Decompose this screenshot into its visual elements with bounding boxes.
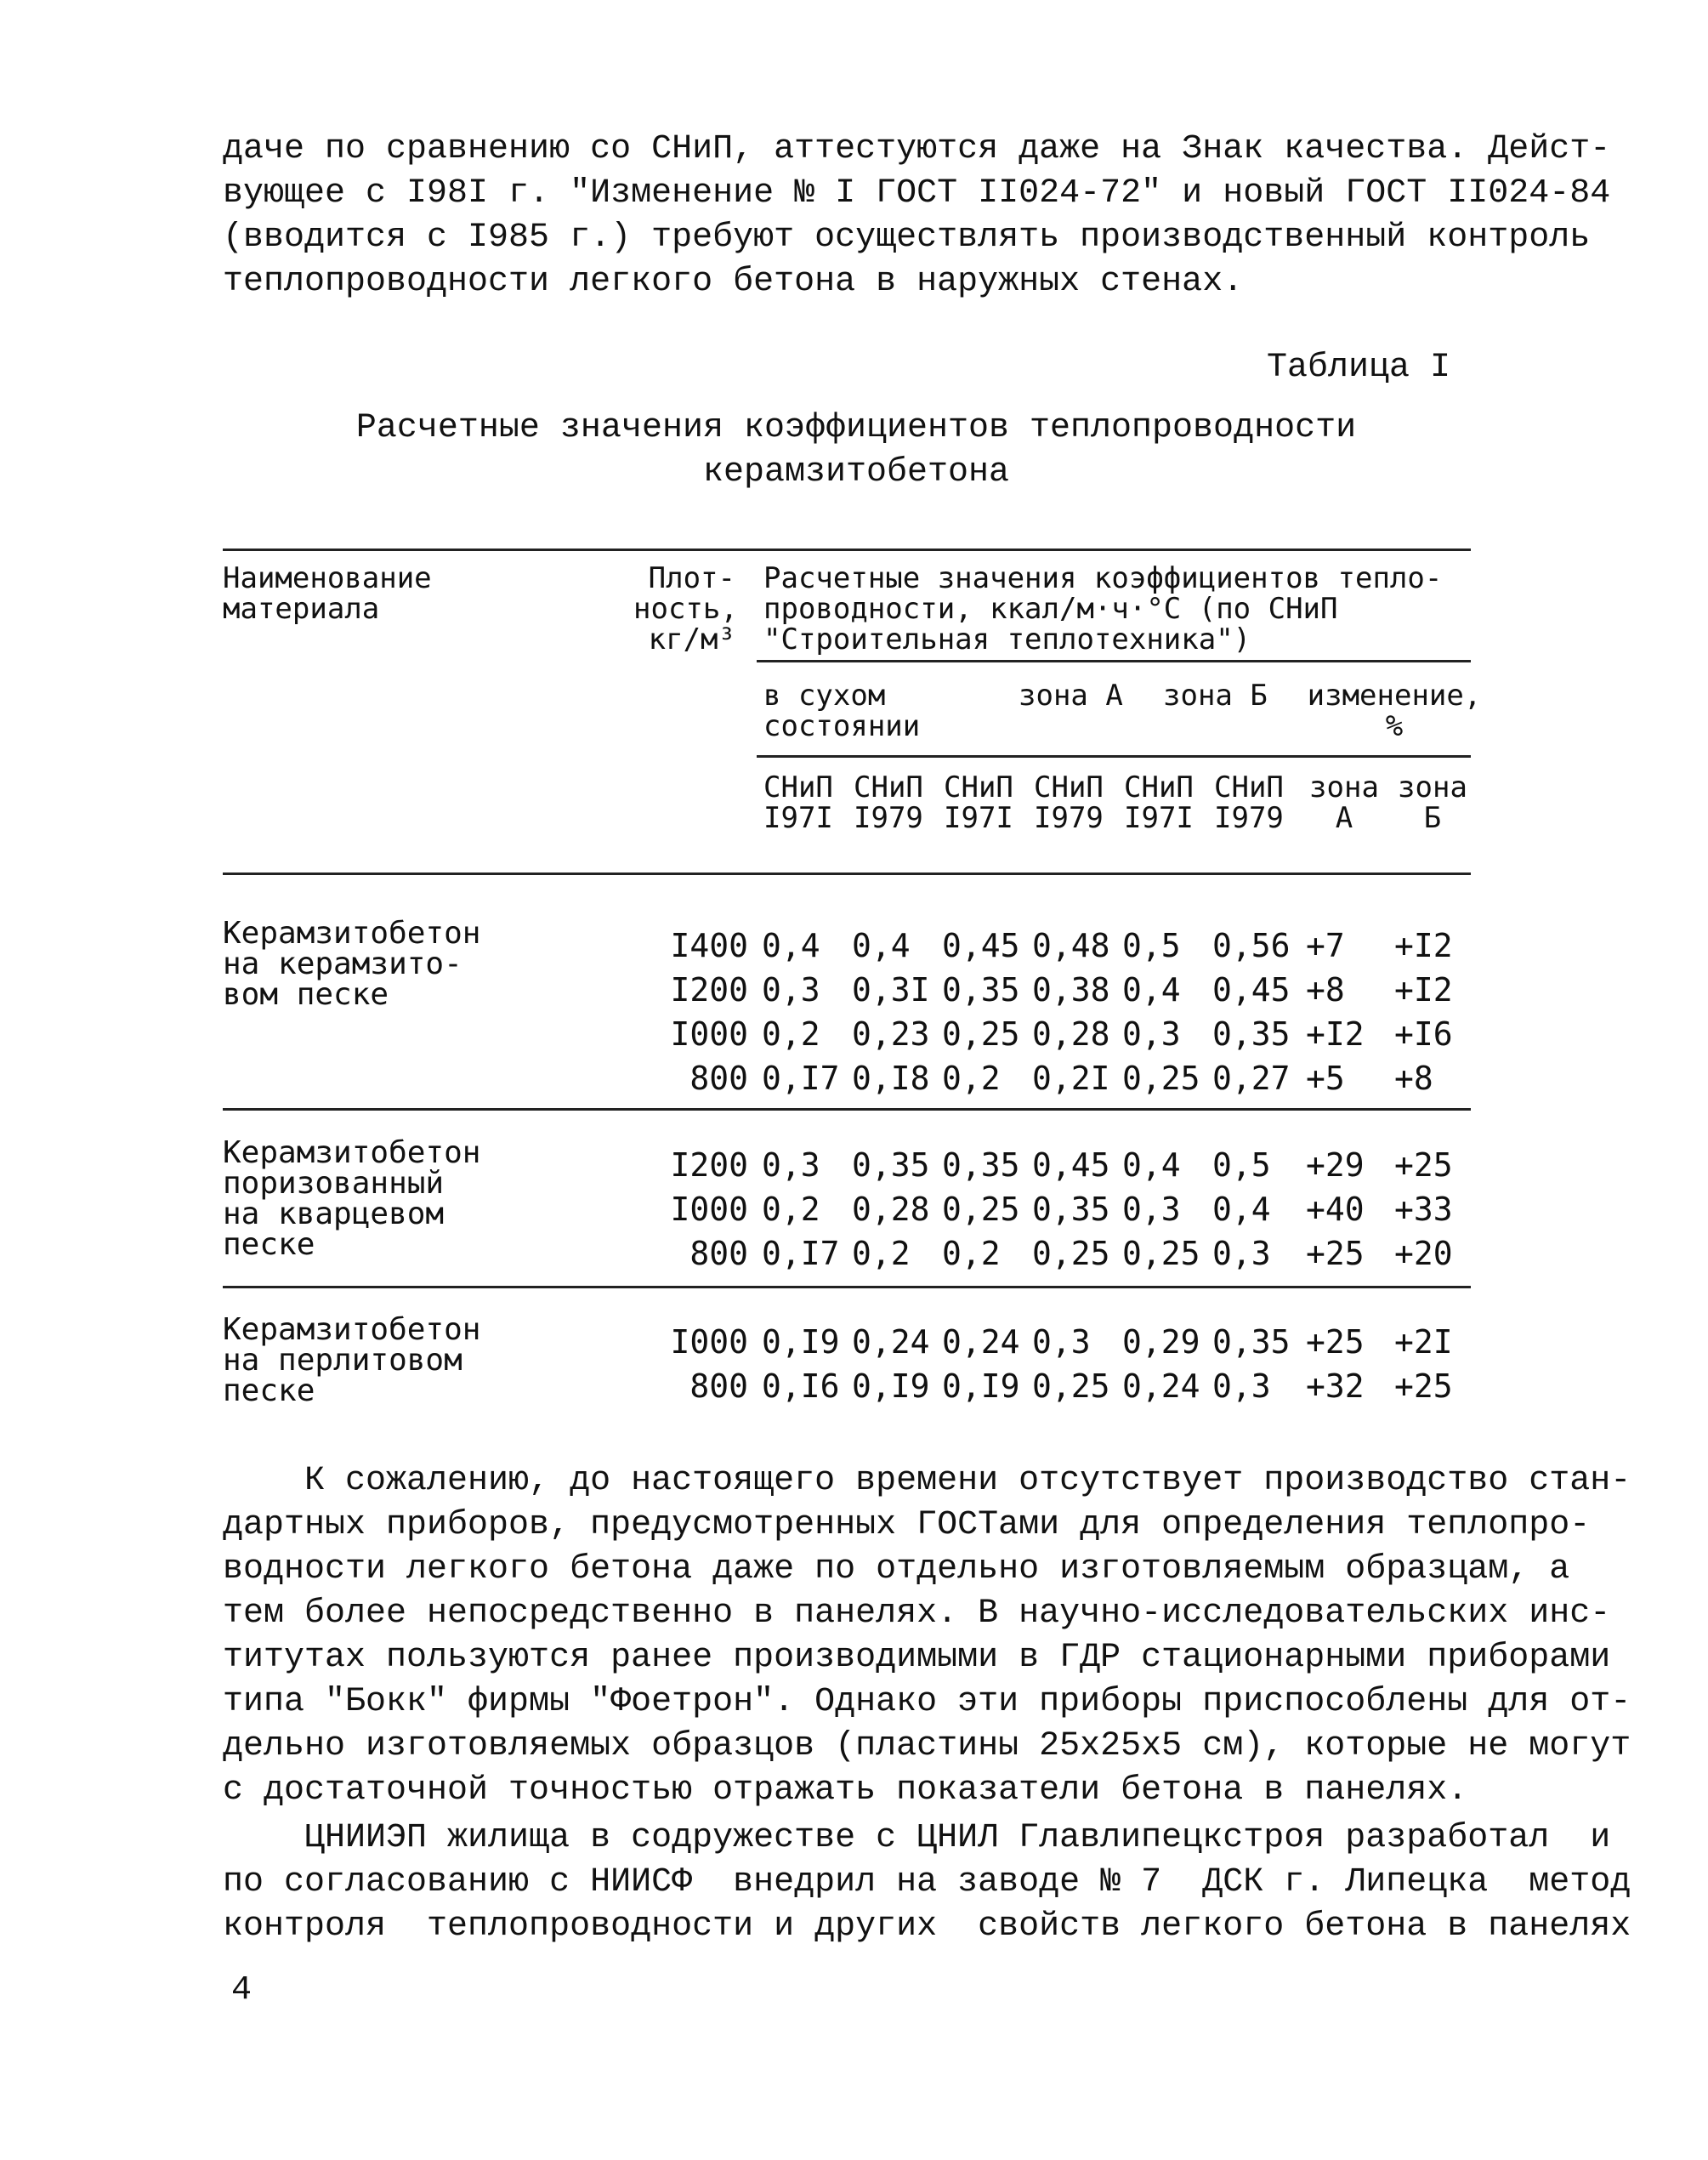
snip1979-zone-a-cell: 0,25	[1032, 1367, 1110, 1405]
snip1971-zone-a-cell: 0,I9	[942, 1367, 1020, 1405]
table-label: Таблица I	[1267, 349, 1451, 387]
snip1971-zone-b-cell: 0,3	[1122, 1191, 1181, 1228]
text-line: даче по сравнению со СНиП, аттестуются даже на Знак качества. Дейст-	[223, 130, 1611, 168]
snip1979-zone-b-cell: 0,45	[1212, 971, 1291, 1009]
density-cell: I000	[670, 1323, 748, 1361]
snip1971-dry-cell: 0,2	[762, 1191, 820, 1228]
snip1979-zone-b-cell: 0,3	[1212, 1367, 1271, 1405]
text-line: по согласованию с НИИСФ внедрил на заводе № 7 ДСК г. Липецка метод	[223, 1863, 1631, 1901]
change-zone-a-cell: +29	[1306, 1146, 1365, 1184]
snip1979-dry-cell: 0,4	[852, 927, 911, 964]
density-cell: I000	[670, 1015, 748, 1053]
snip1979-zone-a-cell: 0,2I	[1032, 1060, 1110, 1097]
header-change-zone-b: зона Б	[1398, 770, 1467, 835]
snip1979-dry-cell: 0,2	[852, 1235, 911, 1272]
change-zone-b-cell: +8	[1394, 1060, 1433, 1097]
change-zone-a-cell: +5	[1306, 1060, 1345, 1097]
change-zone-b-cell: +I6	[1394, 1015, 1453, 1053]
snip1971-zone-a-cell: 0,35	[942, 971, 1020, 1009]
paragraph-2	[223, 1816, 1631, 1949]
change-zone-b-cell: +20	[1394, 1235, 1453, 1272]
snip1979-dry-cell: 0,35	[852, 1146, 930, 1184]
table-title-line2: керамзитобетона	[702, 453, 1010, 492]
snip1979-zone-a-cell: 0,28	[1032, 1015, 1110, 1053]
snip1979-dry-cell: 0,24	[852, 1323, 930, 1361]
change-zone-b-cell: +33	[1394, 1191, 1453, 1228]
change-zone-a-cell: +25	[1306, 1235, 1365, 1272]
change-zone-b-cell: +25	[1394, 1146, 1453, 1184]
change-zone-b-cell: +2I	[1394, 1323, 1453, 1361]
text-line: дельно изготовляемых образцов (пластины 25x25x5 см), которые не могут	[223, 1727, 1631, 1765]
change-zone-b-cell: +I2	[1394, 927, 1453, 964]
page-number: 4	[231, 1971, 253, 2009]
snip1979-zone-b-cell: 0,35	[1212, 1015, 1291, 1053]
snip1979-dry-cell: 0,28	[852, 1191, 930, 1228]
snip1979-zone-b-cell: 0,4	[1212, 1191, 1271, 1228]
change-zone-a-cell: +7	[1306, 927, 1345, 964]
density-cell: I200	[670, 1146, 748, 1184]
snip1971-zone-b-cell: 0,4	[1122, 1146, 1181, 1184]
group-rule	[223, 1286, 1471, 1288]
header-snip-1971: СНиП I97I	[1124, 770, 1194, 835]
snip1971-zone-b-cell: 0,3	[1122, 1015, 1181, 1053]
snip1971-zone-a-cell: 0,25	[942, 1191, 1020, 1228]
change-zone-b-cell: +25	[1394, 1367, 1453, 1405]
snip1979-dry-cell: 0,23	[852, 1015, 930, 1053]
header-change: изменение, %	[1307, 679, 1482, 743]
change-zone-b-cell: +I2	[1394, 971, 1453, 1009]
header-snip-1971: СНиП I97I	[763, 770, 833, 835]
header-subrule-1	[757, 660, 1471, 662]
text-line: ЦНИИЭП жилища в содружестве с ЦНИЛ Главлипецкстроя разработал и	[223, 1819, 1611, 1857]
header-zone-a: зона А	[1019, 679, 1123, 713]
change-zone-a-cell: +32	[1306, 1367, 1365, 1405]
density-cell: I000	[670, 1191, 748, 1228]
snip1979-zone-a-cell: 0,45	[1032, 1146, 1110, 1184]
change-zone-a-cell: +I2	[1306, 1015, 1365, 1053]
snip1971-zone-b-cell: 0,25	[1122, 1235, 1200, 1272]
density-cell: I400	[670, 927, 748, 964]
header-bottom-rule	[223, 873, 1471, 875]
snip1971-zone-a-cell: 0,25	[942, 1015, 1020, 1053]
snip1971-dry-cell: 0,3	[762, 1146, 820, 1184]
snip1971-zone-a-cell: 0,35	[942, 1146, 1020, 1184]
group-rule	[223, 1108, 1471, 1111]
change-zone-a-cell: +8	[1306, 971, 1345, 1009]
snip1971-dry-cell: 0,I9	[762, 1323, 840, 1361]
header-change-zone-a: зона А	[1309, 770, 1379, 835]
text-line: К сожалению, до настоящего времени отсутствует производство стан-	[223, 1462, 1631, 1500]
snip1971-dry-cell: 0,I7	[762, 1060, 840, 1097]
text-line: типа "Бокк" фирмы "Фоетрон". Однако эти приборы приспособлены для от-	[223, 1683, 1631, 1721]
snip1971-zone-a-cell: 0,45	[942, 927, 1020, 964]
snip1971-dry-cell: 0,I7	[762, 1235, 840, 1272]
header-material: Наименование материала	[223, 561, 432, 626]
snip1979-dry-cell: 0,I8	[852, 1060, 930, 1097]
text-line: контроля теплопроводности и других свойств легкого бетона в панелях	[223, 1907, 1631, 1946]
text-line: дартных приборов, предусмотренных ГОСТами для определения теплопро-	[223, 1506, 1591, 1544]
snip1971-dry-cell: 0,2	[762, 1015, 820, 1053]
density-cell: 800	[689, 1367, 748, 1405]
density-cell: I200	[670, 971, 748, 1009]
text-line: теплопроводности легкого бетона в наружных стенах.	[223, 263, 1244, 301]
snip1979-dry-cell: 0,I9	[852, 1367, 930, 1405]
material-name: Керамзитобетон на перлитовом песке	[223, 1312, 481, 1408]
header-subrule-2	[757, 755, 1471, 758]
header-density: Плот- ность, кг/м³	[633, 561, 738, 657]
snip1971-zone-b-cell: 0,24	[1122, 1367, 1200, 1405]
snip1971-dry-cell: 0,4	[762, 927, 820, 964]
snip1971-dry-cell: 0,3	[762, 971, 820, 1009]
header-zone-b: зона Б	[1163, 679, 1268, 713]
header-snip-1979: СНиП I979	[1034, 770, 1104, 835]
material-name: Керамзитобетон поризованный на кварцевом песке	[223, 1135, 481, 1262]
header-dry: в сухом состоянии	[763, 679, 921, 743]
text-line: титутах пользуются ранее производимыми в ГДР стационарными приборами	[223, 1639, 1611, 1677]
text-line: вующее с I98I г. "Изменение № I ГОСТ II024-72" и новый ГОСТ II024-84	[223, 174, 1611, 213]
text-line: (вводится с I985 г.) требуют осуществлять производственный контроль	[223, 219, 1591, 257]
snip1979-zone-a-cell: 0,48	[1032, 927, 1110, 964]
snip1971-zone-b-cell: 0,5	[1122, 927, 1181, 964]
snip1979-dry-cell: 0,3I	[852, 971, 930, 1009]
header-values: Расчетные значения коэффициентов тепло- проводности, ккал/м·ч·°С (по СНиП "Строительная теплотехника")	[763, 561, 1443, 657]
paragraph-1	[223, 1459, 1631, 1813]
density-cell: 800	[689, 1235, 748, 1272]
snip1979-zone-a-cell: 0,38	[1032, 971, 1110, 1009]
snip1979-zone-a-cell: 0,35	[1032, 1191, 1110, 1228]
text-line: с достаточной точностью отражать показатели бетона в панелях.	[223, 1771, 1468, 1810]
material-name: Керамзитобетон на керамзито- вом песке	[223, 916, 481, 1012]
header-snip-1971: СНиП I97I	[944, 770, 1013, 835]
change-zone-a-cell: +40	[1306, 1191, 1365, 1228]
snip1971-dry-cell: 0,I6	[762, 1367, 840, 1405]
snip1979-zone-a-cell: 0,3	[1032, 1323, 1091, 1361]
snip1979-zone-b-cell: 0,3	[1212, 1235, 1271, 1272]
snip1971-zone-a-cell: 0,2	[942, 1060, 1001, 1097]
change-zone-a-cell: +25	[1306, 1323, 1365, 1361]
snip1971-zone-b-cell: 0,25	[1122, 1060, 1200, 1097]
header-snip-1979: СНиП I979	[854, 770, 923, 835]
density-cell: 800	[689, 1060, 748, 1097]
snip1971-zone-b-cell: 0,4	[1122, 971, 1181, 1009]
snip1971-zone-b-cell: 0,29	[1122, 1323, 1200, 1361]
snip1979-zone-b-cell: 0,5	[1212, 1146, 1271, 1184]
snip1979-zone-b-cell: 0,56	[1212, 927, 1291, 964]
table-top-rule	[223, 549, 1471, 551]
snip1971-zone-a-cell: 0,24	[942, 1323, 1020, 1361]
snip1979-zone-b-cell: 0,35	[1212, 1323, 1291, 1361]
table-title-line1: Расчетные значения коэффициентов теплопроводности	[355, 409, 1357, 447]
snip1971-zone-a-cell: 0,2	[942, 1235, 1001, 1272]
snip1979-zone-b-cell: 0,27	[1212, 1060, 1291, 1097]
snip1979-zone-a-cell: 0,25	[1032, 1235, 1110, 1272]
text-line: тем более непосредственно в панелях. В научно-исследовательских инс-	[223, 1594, 1611, 1633]
header-snip-1979: СНиП I979	[1214, 770, 1284, 835]
intro-paragraph	[223, 128, 1611, 304]
text-line: водности легкого бетона даже по отдельно изготовляемым образцам, а	[223, 1550, 1570, 1589]
